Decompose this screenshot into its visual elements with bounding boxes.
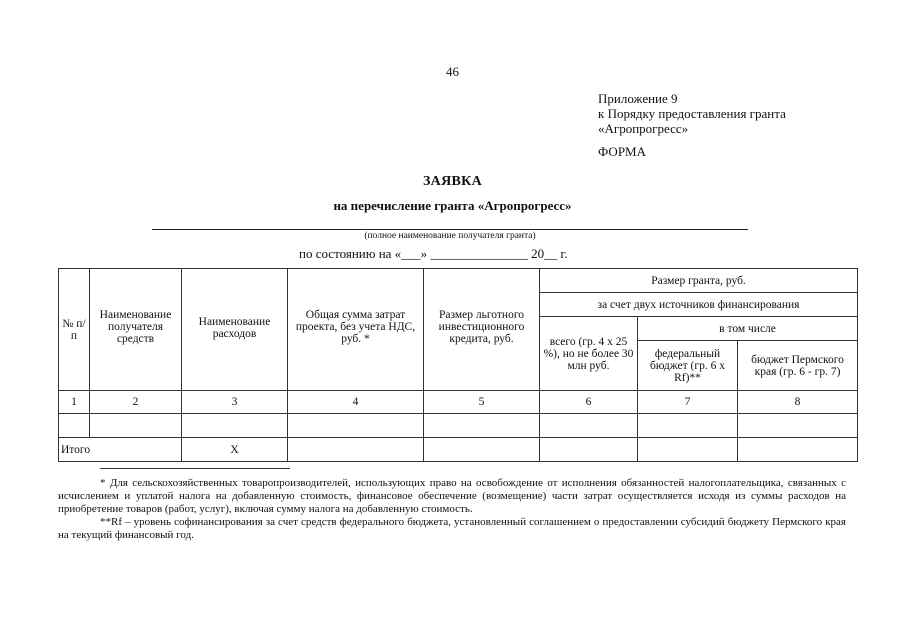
- form-label: ФОРМА: [598, 144, 646, 159]
- footnote-2: **Rf – уровень софинансирования за счет средств федерального бюджета, установленный соглашением о предоставлении субсидий бюджету Пермского края на текущий финансовый год.: [58, 516, 846, 541]
- total-row: [59, 438, 858, 462]
- table-cell: [638, 438, 738, 462]
- document-title: ЗАЯВКА: [422, 174, 482, 189]
- footnotes: [58, 477, 846, 542]
- table-cell: [638, 414, 738, 438]
- table-cell: [59, 414, 90, 438]
- appendix-line-2: к Порядку предоставления гранта: [598, 106, 786, 121]
- header-two-sources: за счет двух источников финансирования: [540, 293, 858, 317]
- page-number: 46: [446, 64, 459, 79]
- date-line: по состоянию на «___» _______________ 20__ г.: [299, 246, 568, 261]
- recipient-name-caption: (полное наименование получателя гранта): [364, 231, 536, 241]
- header-regional: бюджет Пермского края (гр. 6 - гр. 7): [738, 341, 858, 391]
- table-cell: [90, 414, 182, 438]
- table-cell: [540, 414, 638, 438]
- table-cell: [738, 438, 858, 462]
- header-including: в том числе: [638, 317, 858, 341]
- empty-data-row: [59, 414, 858, 438]
- header-grant-size: Размер гранта, руб.: [540, 269, 858, 293]
- column-number: 1: [59, 391, 90, 414]
- header-total-grant: всего (гр. 4 х 25 %), но не более 30 млн руб.: [540, 317, 638, 391]
- header-total-cost: Общая сумма затрат проекта, без учета НДС, руб. *: [288, 269, 424, 391]
- appendix-line-3: «Агропрогресс»: [598, 121, 689, 136]
- total-expenses-mark: X: [182, 438, 288, 462]
- grant-request-table: [58, 268, 858, 462]
- header-expenses: Наименование расходов: [182, 269, 288, 391]
- appendix-line-1: Приложение 9: [598, 91, 678, 106]
- recipient-name-line: [152, 229, 748, 230]
- column-number: 8: [738, 391, 858, 414]
- column-number-row: [59, 391, 858, 414]
- header-recipient: Наименование получателя средств: [90, 269, 182, 391]
- table-cell: [540, 438, 638, 462]
- table-cell: [288, 438, 424, 462]
- column-number: 4: [288, 391, 424, 414]
- document-subtitle: на перечисление гранта «Агропрогресс»: [333, 198, 572, 213]
- table-cell: [424, 438, 540, 462]
- appendix-header: [598, 91, 888, 136]
- header-num: № п/п: [59, 269, 90, 391]
- table-cell: [288, 414, 424, 438]
- total-label: Итого: [59, 438, 182, 462]
- column-number: 6: [540, 391, 638, 414]
- footnote-divider: [100, 468, 290, 469]
- column-number: 2: [90, 391, 182, 414]
- header-federal: федеральный бюджет (гр. 6 x Rf)**: [638, 341, 738, 391]
- footnote-1: * Для сельскохозяйственных товаропроизводителей, использующих право на освобождение от исполнения обязанностей налогоплательщика, связанных с исчислением и уплатой налога на добавленную стоимость, финансовое обеспечение (возмещение) части затрат осуществляется исходя из суммы расходов на приобретение товаров (работ, услуг), включая сумму налога на добавленную стоимость.: [58, 477, 846, 515]
- table-cell: [738, 414, 858, 438]
- column-number: 3: [182, 391, 288, 414]
- table-cell: [182, 414, 288, 438]
- column-number: 5: [424, 391, 540, 414]
- header-loan: Размер льготного инвестиционного кредита, руб.: [424, 269, 540, 391]
- table-cell: [424, 414, 540, 438]
- column-number: 7: [638, 391, 738, 414]
